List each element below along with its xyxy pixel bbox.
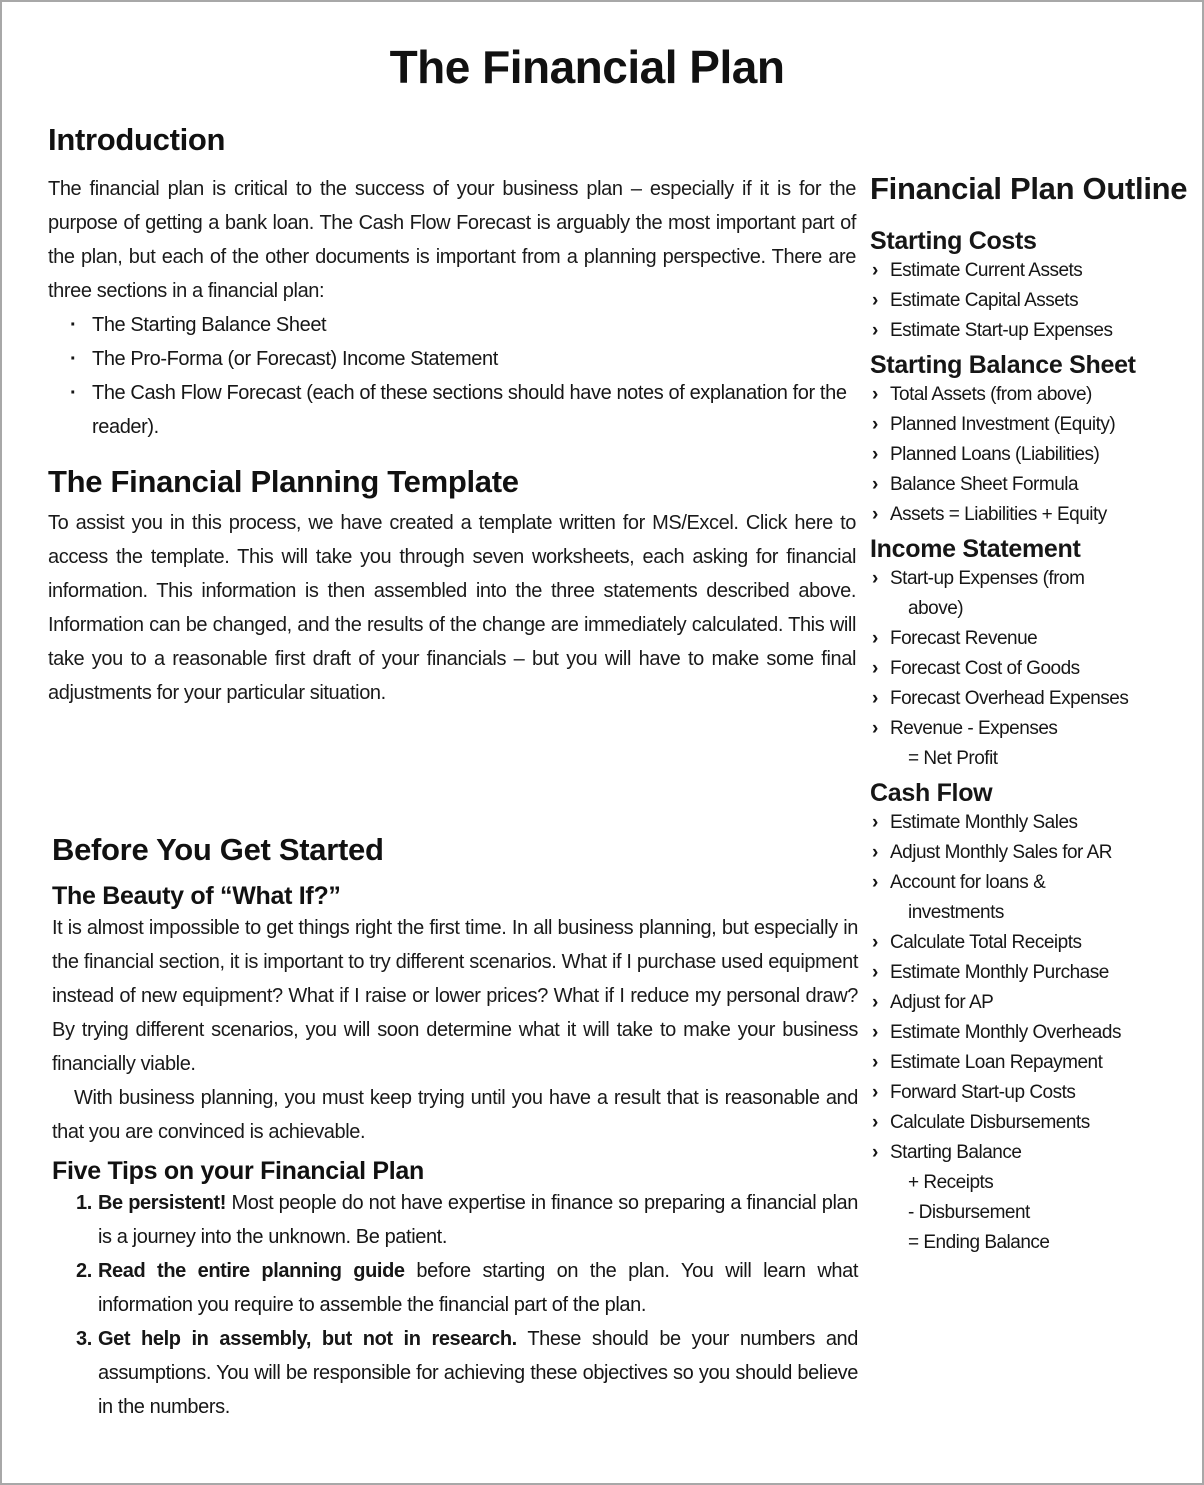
- list-item: · The Pro-Forma (or Forecast) Income Statement: [70, 342, 856, 376]
- outline-item: [870, 898, 1190, 928]
- chevron-right-icon: ›: [872, 414, 878, 435]
- outline-item-label: Balance Sheet Formula: [890, 474, 1079, 495]
- outline-sections: [870, 226, 1190, 1258]
- outline-section-heading: Income Statement: [870, 535, 1081, 563]
- outline-item-label: investments: [908, 902, 1004, 923]
- outline-item-label: Calculate Total Receipts: [890, 932, 1082, 953]
- tip-text: These should be your numbers and assumptions. You will be responsible for achieving these objectives so you should believe in the numbers.: [98, 1328, 859, 1418]
- outline-item: [870, 1018, 1190, 1048]
- outline-section-heading: Starting Costs: [870, 227, 1037, 255]
- outline-item-label: Forecast Revenue: [890, 628, 1038, 649]
- outline-section-heading: Starting Balance Sheet: [870, 351, 1136, 379]
- chevron-right-icon: ›: [872, 658, 878, 679]
- tip-number: 2.: [76, 1260, 92, 1282]
- outline-item: [870, 1228, 1190, 1258]
- outline-item-label: Assets = Liabilities + Equity: [890, 504, 1107, 525]
- chevron-right-icon: ›: [872, 320, 878, 341]
- outline-item: [870, 410, 1190, 440]
- chevron-right-icon: ›: [872, 1112, 878, 1133]
- chevron-right-icon: ›: [872, 474, 878, 495]
- outline-item-label: Estimate Current Assets: [890, 260, 1083, 281]
- chevron-right-icon: ›: [872, 872, 878, 893]
- chevron-right-icon: ›: [872, 718, 878, 739]
- outline-item-label: Planned Loans (Liabilities): [890, 444, 1100, 465]
- tip-item: [76, 1322, 859, 1424]
- chevron-right-icon: ›: [872, 444, 878, 465]
- list-item: · The Cash Flow Forecast (each of these sections should have notes of explanation for the reader).: [70, 376, 856, 444]
- outline-item-label: above): [908, 598, 964, 619]
- tip-bold: Get help in assembly, but not in research.: [98, 1328, 517, 1350]
- outline-item: [870, 1078, 1190, 1108]
- introduction-heading: Introduction: [48, 122, 226, 157]
- chevron-right-icon: ›: [872, 1082, 878, 1103]
- chevron-right-icon: ›: [872, 962, 878, 983]
- outline-item: [870, 500, 1190, 530]
- tip-text: Most people do not have expertise in finance so preparing a financial plan is a journey into the unknown. Be patient.: [98, 1192, 858, 1248]
- outline-item-label: Calculate Disbursements: [890, 1112, 1090, 1133]
- outline-item-label: Account for loans &: [890, 872, 1046, 893]
- outline-item: [870, 714, 1190, 744]
- chevron-right-icon: ›: [872, 628, 878, 649]
- main-column: [48, 122, 856, 710]
- outline-item-label: Adjust for AP: [890, 992, 994, 1013]
- tip-number: 3.: [76, 1328, 92, 1350]
- outline-item: [870, 988, 1190, 1018]
- tip-item: [76, 1254, 858, 1322]
- chevron-right-icon: ›: [872, 992, 878, 1013]
- beauty-heading: The Beauty of “What If?”: [52, 882, 341, 910]
- tip-number: 1.: [76, 1192, 92, 1214]
- outline-item-label: Estimate Monthly Sales: [890, 812, 1078, 833]
- outline-item: [870, 1198, 1190, 1228]
- outline-item-label: Planned Investment (Equity): [890, 414, 1116, 435]
- outline-item: [870, 928, 1190, 958]
- outline-item: [870, 440, 1190, 470]
- outline-item-label: + Receipts: [908, 1172, 994, 1193]
- outline-item: [870, 624, 1190, 654]
- chevron-right-icon: ›: [872, 1052, 878, 1073]
- outline-item-label: = Net Profit: [908, 748, 998, 769]
- tip-bold: Read the entire planning guide: [98, 1260, 405, 1282]
- introduction-paragraph: The financial plan is critical to the success of your business plan – especially if it is for the purpose of getting a bank loan. The Cash Flow Forecast is arguably the most important part of the plan, but each of the other documents is important from a planning perspective. There are three sections in a financial plan:: [48, 178, 856, 302]
- outline-sidebar: [870, 172, 1190, 1262]
- outline-item-label: Total Assets (from above): [890, 384, 1092, 405]
- tips-heading: Five Tips on your Financial Plan: [52, 1157, 424, 1185]
- chevron-right-icon: ›: [872, 290, 878, 311]
- outline-item: [870, 868, 1190, 898]
- document-title: The Financial Plan: [389, 41, 785, 93]
- outline-item: [870, 470, 1190, 500]
- outline-item: [870, 286, 1190, 316]
- outline-item: [870, 654, 1190, 684]
- chevron-right-icon: ›: [872, 812, 878, 833]
- list-item: · The Starting Balance Sheet: [70, 308, 856, 342]
- chevron-right-icon: ›: [872, 504, 878, 525]
- outline-item-label: Estimate Monthly Overheads: [890, 1022, 1121, 1043]
- chevron-right-icon: ›: [872, 260, 878, 281]
- outline-item: [870, 744, 1190, 774]
- chevron-right-icon: ›: [872, 384, 878, 405]
- outline-item-label: Forward Start-up Costs: [890, 1082, 1076, 1103]
- outline-list: [870, 564, 1190, 774]
- before-started-column: [52, 832, 858, 1424]
- outline-item: [870, 1168, 1190, 1198]
- outline-list: [870, 380, 1190, 530]
- outline-item: [870, 1138, 1190, 1168]
- outline-item: [870, 808, 1190, 838]
- outline-item-label: Estimate Start-up Expenses: [890, 320, 1113, 341]
- outline-item-label: Estimate Loan Repayment: [890, 1052, 1103, 1073]
- tips-list: [52, 1186, 858, 1424]
- outline-item: [870, 1048, 1190, 1078]
- outline-list: [870, 256, 1190, 346]
- outline-item: [870, 1108, 1190, 1138]
- tip-bold: Be persistent!: [98, 1192, 227, 1214]
- before-started-heading: Before You Get Started: [52, 832, 384, 867]
- outline-item-label: Adjust Monthly Sales for AR: [890, 842, 1112, 863]
- introduction-bullets: [48, 308, 856, 444]
- outline-item-label: Forecast Cost of Goods: [890, 658, 1080, 679]
- outline-item-label: Starting Balance: [890, 1142, 1022, 1163]
- outline-item: [870, 316, 1190, 346]
- outline-item-label: Start-up Expenses (from: [890, 568, 1085, 589]
- chevron-right-icon: ›: [872, 842, 878, 863]
- outline-item: [870, 838, 1190, 868]
- template-heading: The Financial Planning Template: [48, 464, 519, 499]
- outline-item-label: Forecast Overhead Expenses: [890, 688, 1129, 709]
- chevron-right-icon: ›: [872, 568, 878, 589]
- outline-list: [870, 808, 1190, 1258]
- tip-text: before starting on the plan. You will learn what information you require to assemble the financial part of the plan.: [98, 1260, 858, 1316]
- outline-item: [870, 380, 1190, 410]
- tip-item: [76, 1186, 858, 1254]
- outline-title: Financial Plan Outline: [870, 171, 1188, 206]
- chevron-right-icon: ›: [872, 688, 878, 709]
- chevron-right-icon: ›: [872, 932, 878, 953]
- outline-item: [870, 958, 1190, 988]
- outline-item-label: Revenue - Expenses: [890, 718, 1058, 739]
- outline-item: [870, 684, 1190, 714]
- beauty-paragraph-2: With business planning, you must keep trying until you have a result that is reasonable and that you are convinced is achievable.: [52, 1087, 858, 1143]
- chevron-right-icon: ›: [872, 1142, 878, 1163]
- outline-item: [870, 594, 1190, 624]
- outline-item: [870, 564, 1190, 594]
- template-paragraph: To assist you in this process, we have created a template written for MS/Excel. Click here to access the template. This will take you through seven worksheets, each asking for financial information. This information is then assembled into the three statements described above. Information can be changed, and the results of the change are immediately calculated. This will take you to a reasonable first draft of your financials – but you will have to make some final adjustments for your particular situation.: [48, 512, 856, 704]
- outline-item-label: Estimate Capital Assets: [890, 290, 1079, 311]
- outline-item: [870, 256, 1190, 286]
- outline-item-label: - Disbursement: [908, 1202, 1030, 1223]
- outline-item-label: = Ending Balance: [908, 1232, 1050, 1253]
- chevron-right-icon: ›: [872, 1022, 878, 1043]
- beauty-paragraph-1: It is almost impossible to get things right the first time. In all business planning, but especially in the financial section, it is important to try different scenarios. What if I purchase used equipment instead of new equipment? What if I raise or lower prices? What if I reduce my personal draw? By trying different scenarios, you will soon determine what it will take to make your business financially viable.: [52, 917, 858, 1075]
- outline-item-label: Estimate Monthly Purchase: [890, 962, 1109, 983]
- outline-section-heading: Cash Flow: [870, 779, 993, 807]
